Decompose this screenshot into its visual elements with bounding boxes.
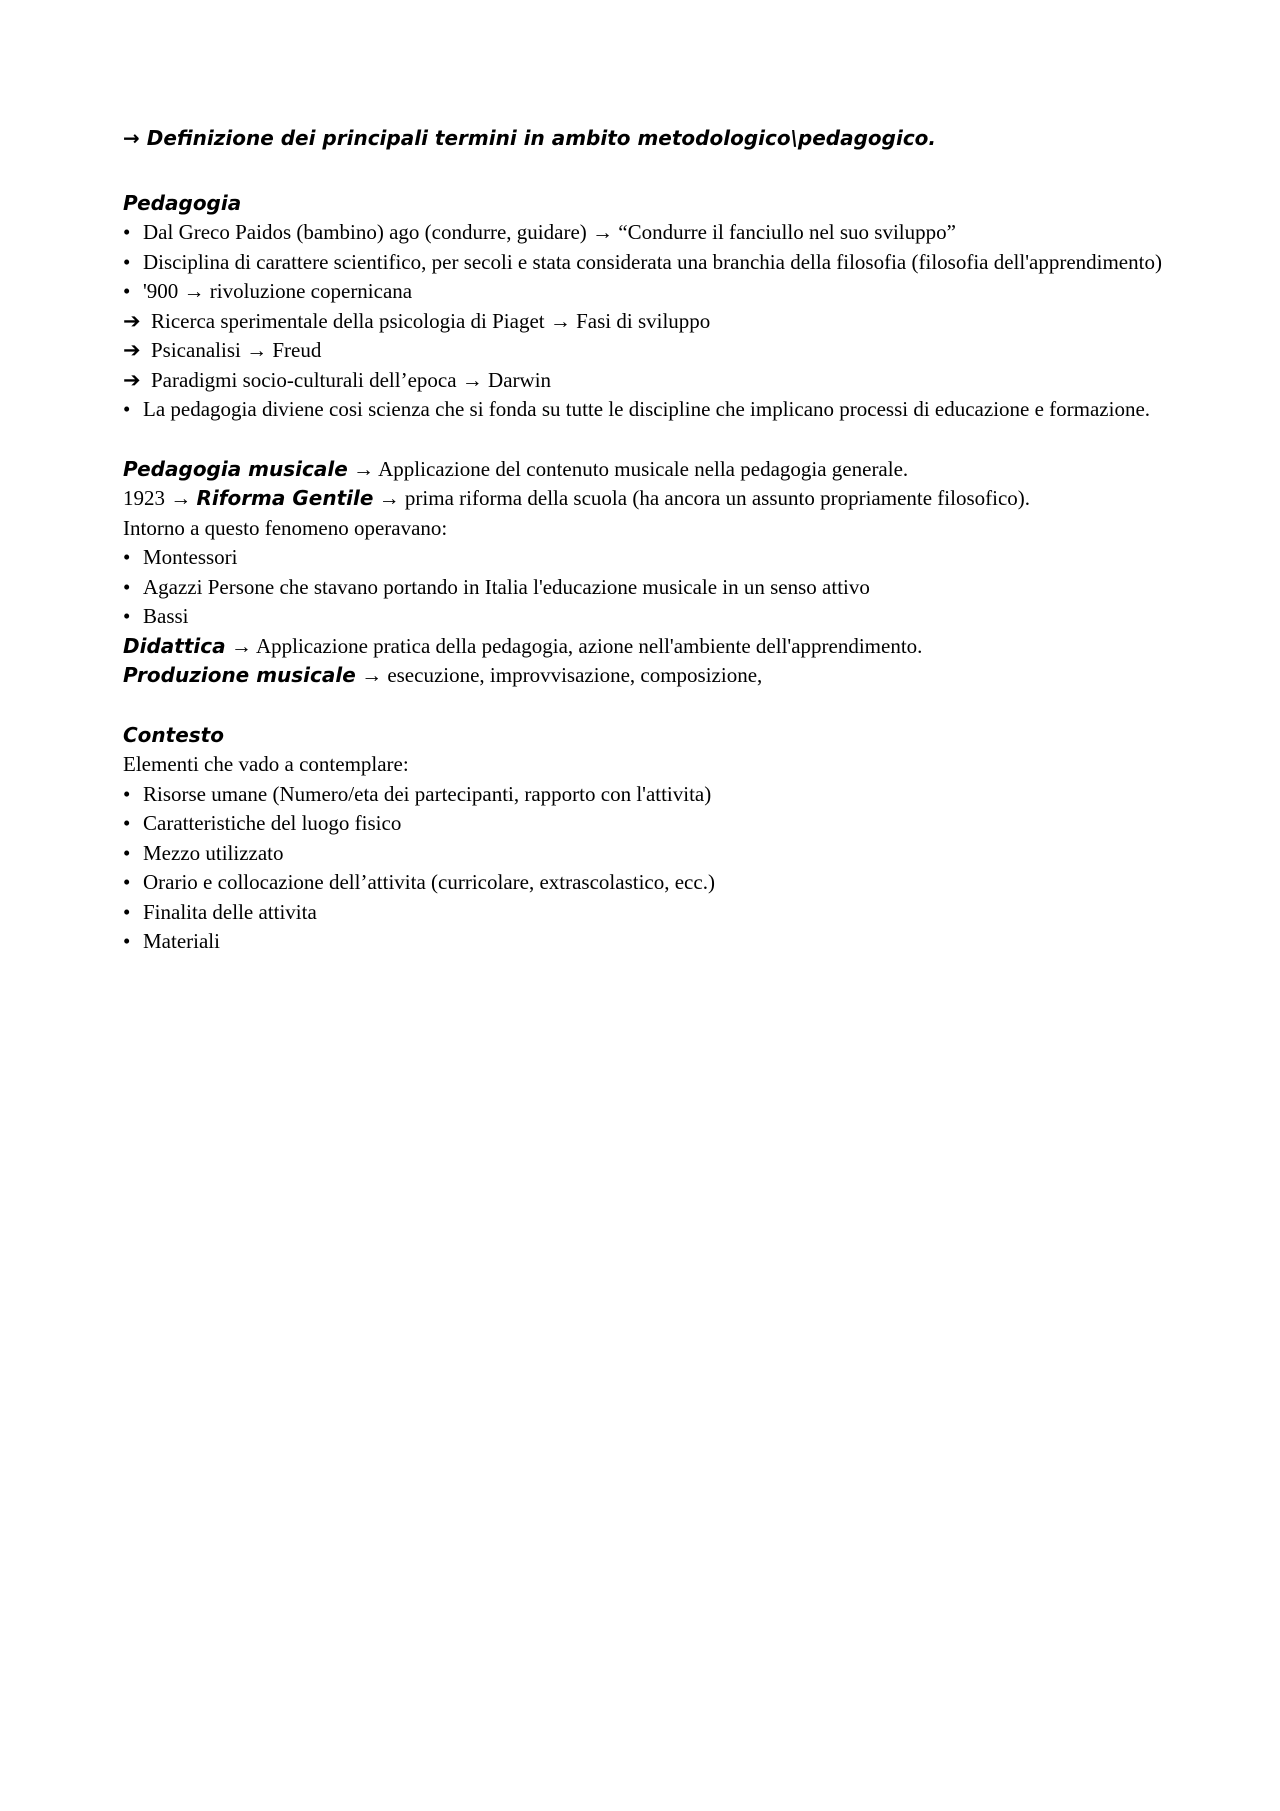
list-item: • Montessori — [123, 543, 1163, 573]
bullet-icon: • — [123, 397, 131, 421]
list-item: • Agazzi Persone che stavano portando in Italia l'educazione musicale in un senso attivo — [123, 573, 1163, 603]
list-item: • Finalita delle attivita — [123, 898, 1163, 928]
arrow-right-icon: ➔ — [123, 308, 141, 333]
list-item: • Bassi — [123, 602, 1163, 632]
bullet-icon: • — [123, 604, 131, 628]
list-item: • Mezzo utilizzato — [123, 839, 1163, 869]
list-item: • Disciplina di carattere scientifico, per secoli e stata considerata una branchia della filosofia (filosofia dell'apprendimento) — [123, 248, 1163, 278]
bullet-icon: • — [123, 545, 131, 569]
bullet-icon: • — [123, 279, 131, 303]
paragraph-intro: Intorno a questo fenomeno operavano: — [123, 515, 448, 540]
term-label: Pedagogia musicale — [123, 456, 348, 481]
list-item: • '900 → rivoluzione copernicana — [123, 277, 1163, 307]
list-item: • Caratteristiche del luogo fisico — [123, 809, 1163, 839]
arrow-right-icon: ➔ — [123, 338, 141, 362]
section-heading-contesto: Contesto — [123, 722, 224, 747]
bullet-icon: • — [123, 840, 131, 865]
section-musicale — [123, 455, 1163, 691]
bullet-icon: • — [123, 929, 131, 953]
term-label: Produzione musicale — [123, 663, 356, 687]
arrow-right-icon: ➔ — [123, 367, 141, 392]
bullet-icon: • — [123, 870, 131, 894]
definition-riforma-gentile: 1923 → Riforma Gentile → prima riforma della scuola (ha ancora un assunto propriamente filosofico). — [123, 486, 1031, 510]
definition-didattica: Didattica → Applicazione pratica della pedagogia, azione nell'ambiente dell'apprendimento. — [123, 633, 923, 658]
document-title: → Definizione dei principali termini in ambito metodologico\pedagogico. — [123, 126, 937, 150]
bullet-icon: • — [123, 220, 131, 244]
section-pedagogia — [123, 189, 1163, 425]
bullet-icon: • — [123, 811, 131, 835]
bullet-icon: • — [123, 781, 131, 806]
list-item: • Risorse umane (Numero/eta dei partecipanti, rapporto con l'attivita) — [123, 780, 1163, 810]
paragraph-intro: Elementi che vado a contemplare: — [123, 752, 409, 776]
list-item: • Dal Greco Paidos (bambino) ago (condurre, guidare) → “Condurre il fanciullo nel suo sviluppo” — [123, 218, 1163, 248]
list-item: ➔ Paradigmi socio-culturali dell’epoca → Darwin — [123, 366, 1163, 396]
term-label: Didattica — [123, 633, 226, 658]
section-heading-pedagogia: Pedagogia — [123, 190, 242, 215]
document-page — [123, 124, 1163, 957]
term-label: Riforma Gentile — [196, 486, 374, 510]
bullet-icon: • — [123, 899, 131, 924]
section-contesto — [123, 721, 1163, 957]
list-item: • La pedagogia diviene cosi scienza che si fonda su tutte le discipline che implicano processi di educazione e formazione. — [123, 395, 1163, 425]
bullet-icon: • — [123, 574, 131, 599]
list-item: ➔ Ricerca sperimentale della psicologia di Piaget → Fasi di sviluppo — [123, 307, 1163, 337]
definition-pedagogia-musicale: Pedagogia musicale → Applicazione del contenuto musicale nella pedagogia generale. — [123, 456, 909, 481]
definition-produzione-musicale: Produzione musicale → esecuzione, improvvisazione, composizione, — [123, 663, 763, 687]
list-item: • Orario e collocazione dell’attivita (curricolare, extrascolastico, ecc.) — [123, 868, 1163, 898]
bullet-icon: • — [123, 249, 131, 274]
list-item: • Materiali — [123, 927, 1163, 957]
list-item: ➔ Psicanalisi → Freud — [123, 336, 1163, 366]
